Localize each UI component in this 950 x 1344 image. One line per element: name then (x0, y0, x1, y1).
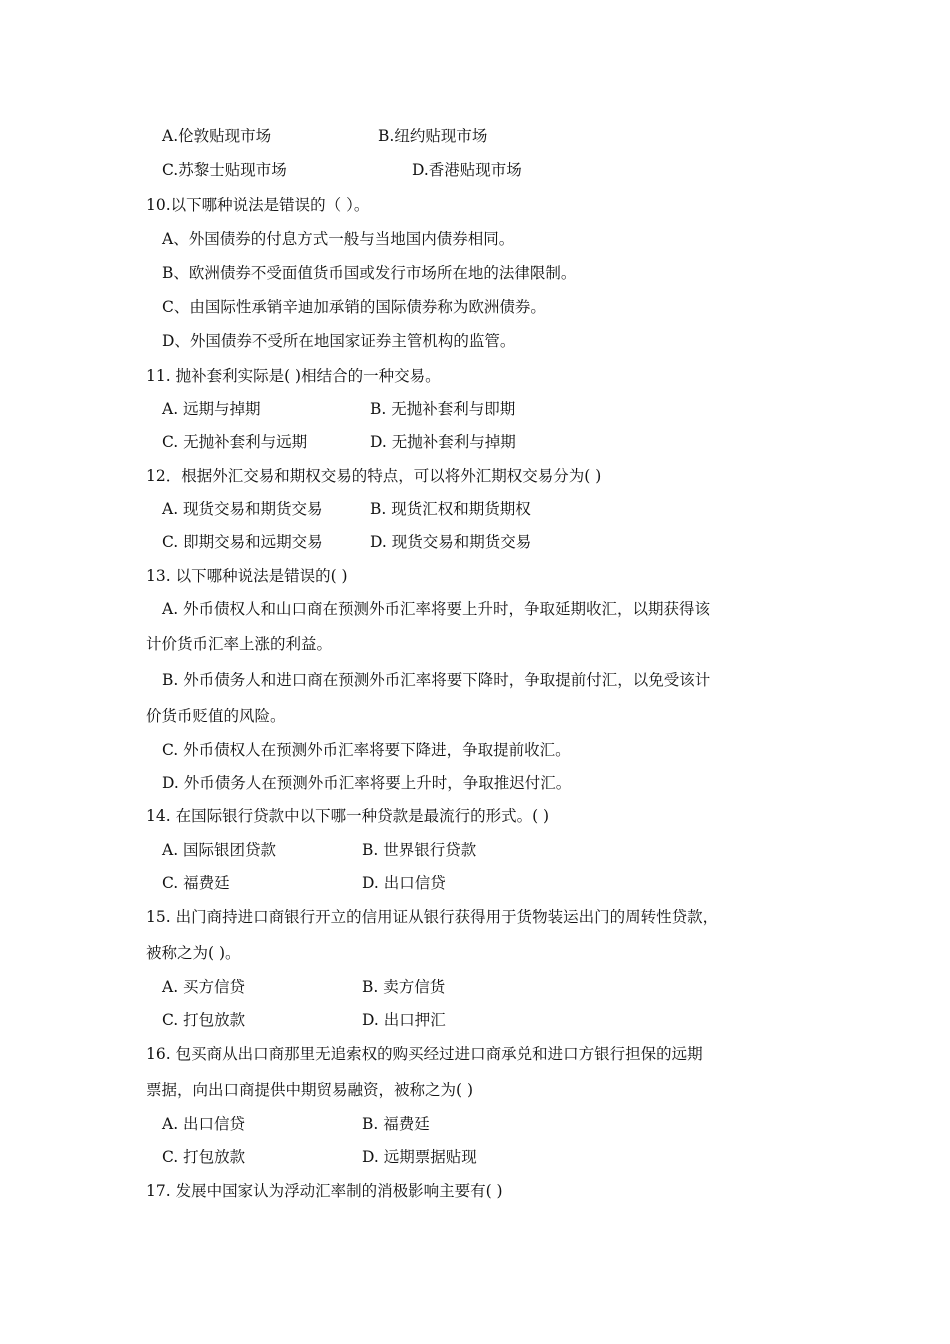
q12-option-c: C. 即期交易和远期交易 (162, 533, 323, 551)
q12-option-a: A. 现货交易和期货交易 (162, 500, 323, 518)
q16-option-c: C. 打包放款 (162, 1148, 246, 1166)
q15-option-c: C. 打包放款 (162, 1011, 246, 1029)
q16-option-b: B. 福费廷 (362, 1115, 430, 1133)
q14-option-c: C. 福费廷 (162, 874, 230, 892)
q13-option-b-line2: 价货币贬值的风险。 (146, 707, 286, 725)
q14-option-a: A. 国际银团贷款 (162, 841, 277, 859)
q9-option-c: C.苏黎士贴现市场 (162, 161, 287, 179)
q16-option-d: D. 远期票据贴现 (362, 1148, 477, 1166)
q12-option-d: D. 现货交易和期货交易 (370, 533, 532, 551)
q16-stem-line2: 票据，向出口商提供中期贸易融资，被称之为( ) (146, 1081, 474, 1099)
q13-option-d: D. 外币债务人在预测外币汇率将要上升时，争取推迟付汇。 (162, 774, 572, 792)
q14-option-b: B. 世界银行贷款 (362, 841, 477, 859)
q10-stem: 10.以下哪种说法是错误的（ ）。 (146, 196, 370, 214)
q11-stem: 11. 抛补套利实际是( )相结合的一种交易。 (146, 367, 441, 385)
q11-option-b: B. 无抛补套利与即期 (370, 400, 516, 418)
q11-option-d: D. 无抛补套利与掉期 (370, 433, 516, 451)
q10-option-b: B、欧洲债券不受面值货币国或发行市场所在地的法律限制。 (162, 264, 577, 282)
q13-option-a-line2: 计价货币汇率上涨的利益。 (146, 635, 333, 653)
q16-stem-line1: 16. 包买商从出口商那里无追索权的购买经过进口商承兑和进口方银行担保的远期 (146, 1045, 703, 1063)
q14-stem: 14. 在国际银行贷款中以下哪一种贷款是最流行的形式。( ) (146, 807, 550, 825)
q9-option-a: A.伦敦贴现市场 (162, 127, 272, 145)
q12-option-b: B. 现货汇权和期货期权 (370, 500, 531, 518)
q10-option-d: D、外国债券不受所在地国家证券主管机构的监管。 (162, 332, 516, 350)
q15-stem-line2: 被称之为( )。 (146, 944, 241, 962)
q17-stem: 17. 发展中国家认为浮动汇率制的消极影响主要有( ) (146, 1182, 503, 1200)
q13-option-b-line1: B. 外币债务人和进口商在预测外币汇率将要下降时，争取提前付汇，以免受该计 (162, 671, 711, 689)
q10-option-a: A、外国债券的付息方式一般与当地国内债券相同。 (162, 230, 515, 248)
q11-option-c: C. 无抛补套利与远期 (162, 433, 308, 451)
q15-option-a: A. 买方信贷 (162, 978, 246, 996)
q12-stem: 12．根据外汇交易和期权交易的特点，可以将外汇期权交易分为( ) (146, 467, 602, 485)
q15-option-d: D. 出口押汇 (362, 1011, 446, 1029)
q14-option-d: D. 出口信贷 (362, 874, 446, 892)
q13-option-a-line1: A. 外币债权人和山口商在预测外币汇率将要上升时，争取延期收汇，以期获得该 (162, 600, 711, 618)
q10-option-c: C、由国际性承销辛迪加承销的国际债券称为欧洲债券。 (162, 298, 546, 316)
q15-stem-line1: 15. 出门商持进口商银行开立的信用证从银行获得用于货物装运出门的周转性贷款， (146, 908, 719, 926)
q13-option-c: C. 外币债权人在预测外币汇率将要下降进，争取提前收汇。 (162, 741, 571, 759)
q9-option-d: D.香港贴现市场 (412, 161, 522, 179)
q9-option-b: B.纽约贴现市场 (378, 127, 488, 145)
q16-option-a: A. 出口信贷 (162, 1115, 246, 1133)
q11-option-a: A. 远期与掉期 (162, 400, 261, 418)
q15-option-b: B. 卖方信货 (362, 978, 446, 996)
q13-stem: 13. 以下哪种说法是错误的( ) (146, 567, 348, 585)
